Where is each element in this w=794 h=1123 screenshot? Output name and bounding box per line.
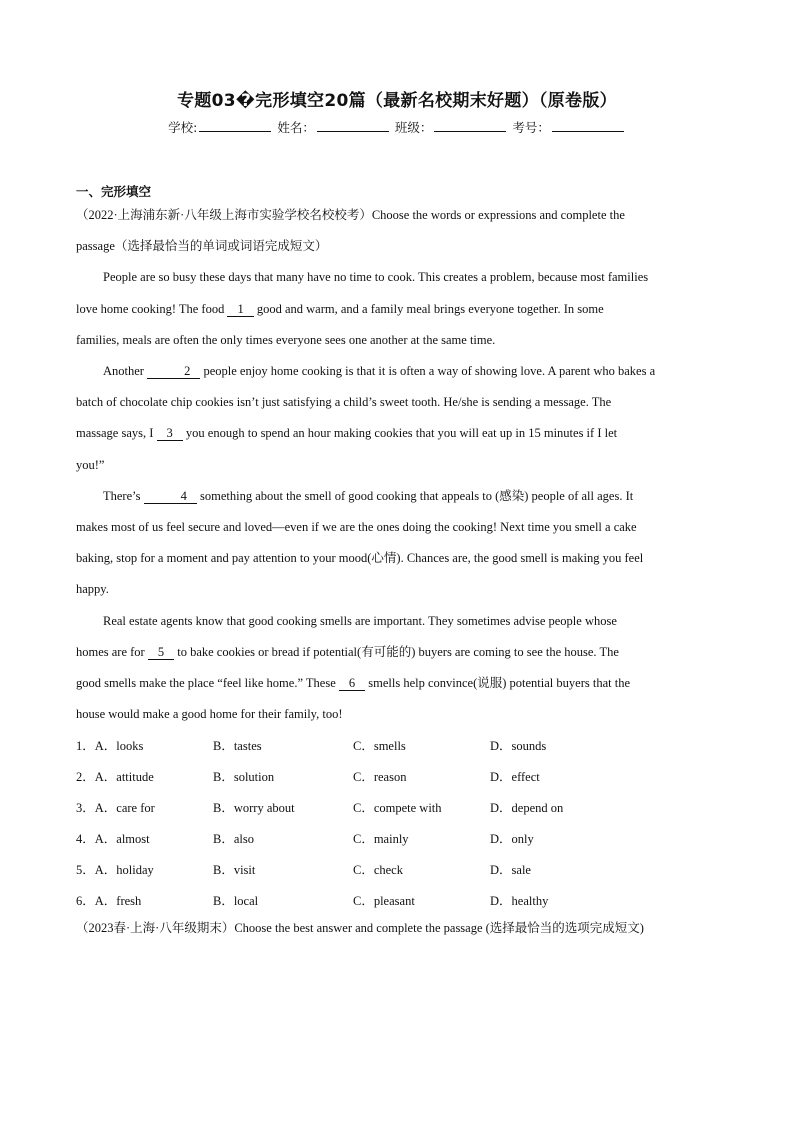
paragraph-line: Real estate agents know that good cooking smells are important. They sometimes advise people whose (103, 613, 617, 628)
cloze-blank-3: 3 (157, 426, 183, 441)
option-row (76, 855, 718, 886)
option-row (76, 731, 718, 762)
passage-1 (76, 200, 718, 730)
source-line-cont: passage（选择最恰当的单词或词语完成短文） (76, 239, 328, 254)
paragraph-line: batch of chocolate chip cookies isn’t just satisfying a child’s sweet tooth. He/she is sending a message. The (76, 395, 612, 410)
class-blank[interactable] (434, 119, 506, 132)
paragraph-line: happy. (76, 582, 109, 597)
paragraph-line: love home cooking! The food 1 good and warm, and a family meal brings everyone together. In some (76, 301, 604, 316)
cloze-blank-2: 2 (147, 364, 200, 379)
option-a: 6．A．fresh (76, 894, 142, 909)
section-heading: 一、完形填空 (76, 184, 152, 199)
exam-no-blank[interactable] (552, 119, 624, 132)
option-c: C．pleasant (353, 894, 415, 909)
option-c: C．smells (353, 739, 406, 753)
paragraph-line: homes are for 5 to bake cookies or bread if potential(有可能的) buyers are coming to see the house. The (76, 644, 619, 659)
option-row (76, 762, 718, 793)
option-d: D．healthy (490, 894, 549, 909)
option-a: 2．A．attitude (76, 770, 154, 785)
cloze-blank-4: 4 (144, 489, 197, 504)
option-d: D．effect (490, 770, 540, 785)
option-d: D．sale (490, 863, 531, 878)
paragraph-line: you!” (76, 457, 105, 472)
option-a: 3．A．care for (76, 801, 155, 816)
option-row (76, 793, 718, 824)
school-label: 学校: (168, 120, 198, 135)
option-row (76, 886, 718, 917)
option-c: C．mainly (353, 832, 409, 847)
option-d: D．depend on (490, 801, 564, 816)
paragraph-line: good smells make the place “feel like home.” These 6 smells help convince(说服) potential buyers that the (76, 676, 630, 691)
option-row (76, 824, 718, 855)
option-c: C．compete with (353, 801, 442, 816)
page-title: 专题03�完形填空20篇（最新名校期末好题）（原卷版） (177, 91, 617, 111)
paragraph-line: massage says, I 3 you enough to spend an hour making cookies that you will eat up in 15 minutes if I let (76, 426, 618, 441)
option-b: B．worry about (213, 801, 295, 816)
paragraph-line: People are so busy these days that many have no time to cook. This creates a problem, because most families (103, 270, 649, 285)
cloze-blank-6: 6 (339, 676, 365, 691)
student-info-line (0, 118, 794, 136)
option-b: B．visit (213, 863, 256, 878)
cloze-blank-1: 1 (227, 302, 253, 317)
exam-no-label: 考号： (512, 120, 550, 135)
option-b: B．local (213, 894, 259, 909)
source-line-2: （2023春·上海·八年级期末）Choose the best answer and complete the passage (选择最恰当的选项完成短文) (76, 921, 644, 935)
paragraph-line: families, meals are often the only times everyone sees one another at the same time. (76, 332, 496, 347)
paragraph-line: house would make a good home for their family, too! (76, 707, 343, 722)
class-label: 班级： (394, 120, 433, 135)
option-a: 4．A．almost (76, 832, 150, 847)
option-d: D．only (490, 832, 534, 847)
option-c: C．reason (353, 770, 407, 785)
paragraph-line: makes most of us feel secure and loved—even if we are the ones doing the cooking! Next time you smell a cake (76, 520, 637, 535)
cloze-blank-5: 5 (148, 645, 174, 660)
source-line: （2022·上海浦东新·八年级上海市实验学校名校校考）Choose the words or expressions and complete the (76, 208, 625, 222)
paragraph-line: baking, stop for a moment and pay attention to your mood(心情). Chances are, the good smell is making you feel (76, 551, 644, 566)
option-c: C．check (353, 863, 403, 878)
options-list (76, 731, 718, 918)
school-blank[interactable] (199, 119, 271, 132)
option-b: B．solution (213, 770, 275, 785)
name-label: 姓名： (277, 120, 315, 135)
paragraph-line: Another 2 people enjoy home cooking is that it is often a way of showing love. A parent who bakes a (103, 364, 656, 379)
option-b: B．tastes (213, 739, 262, 753)
paragraph-line: There’s 4 something about the smell of good cooking that appeals to (感染) people of all ages. It (103, 488, 634, 503)
option-d: D．sounds (490, 739, 547, 753)
name-blank[interactable] (317, 119, 389, 132)
option-a: 5．A．holiday (76, 863, 154, 878)
option-a: 1．A．looks (76, 739, 144, 753)
option-b: B．also (213, 832, 254, 847)
